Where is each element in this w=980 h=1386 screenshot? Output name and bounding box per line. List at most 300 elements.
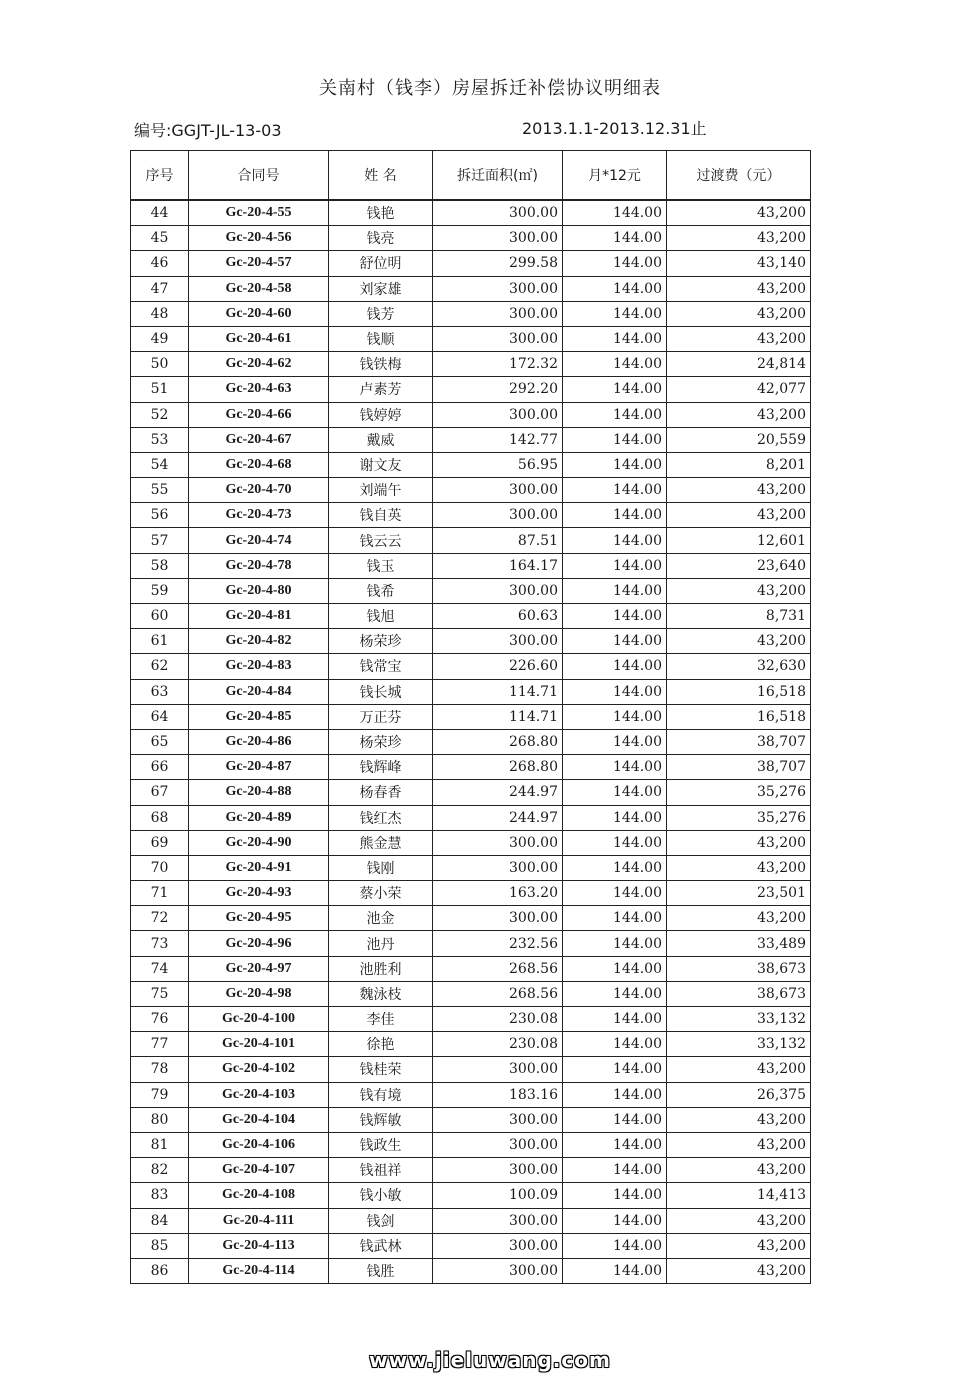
table-row — [131, 528, 811, 553]
row-area: 87.51 — [433, 528, 563, 553]
row-name: 钱顺 — [329, 326, 433, 351]
row-monthly: 144.00 — [563, 1082, 667, 1107]
row-contract: Gc-20-4-90 — [189, 830, 329, 855]
row-serial: 51 — [131, 377, 189, 402]
table-row — [131, 906, 811, 931]
row-contract: Gc-20-4-57 — [189, 251, 329, 276]
row-name: 钱有境 — [329, 1082, 433, 1107]
row-contract: Gc-20-4-85 — [189, 704, 329, 729]
row-area: 300.00 — [433, 200, 563, 226]
row-name: 钱辉敏 — [329, 1107, 433, 1132]
row-contract: Gc-20-4-86 — [189, 729, 329, 754]
row-area: 230.08 — [433, 1007, 563, 1032]
row-fee: 43,200 — [667, 629, 811, 654]
row-area: 300.00 — [433, 1132, 563, 1157]
row-area: 226.60 — [433, 654, 563, 679]
row-name: 杨荣珍 — [329, 729, 433, 754]
row-monthly: 144.00 — [563, 1007, 667, 1032]
row-fee: 12,601 — [667, 528, 811, 553]
row-serial: 86 — [131, 1258, 189, 1283]
row-area: 300.00 — [433, 402, 563, 427]
row-monthly: 144.00 — [563, 881, 667, 906]
row-fee: 43,200 — [667, 402, 811, 427]
row-area: 299.58 — [433, 251, 563, 276]
header-row — [131, 151, 811, 201]
table-row — [131, 855, 811, 880]
row-area: 300.00 — [433, 503, 563, 528]
row-contract: Gc-20-4-108 — [189, 1183, 329, 1208]
row-monthly: 144.00 — [563, 654, 667, 679]
row-serial: 82 — [131, 1158, 189, 1183]
row-name: 钱桂荣 — [329, 1057, 433, 1082]
row-fee: 26,375 — [667, 1082, 811, 1107]
row-monthly: 144.00 — [563, 1057, 667, 1082]
row-fee: 43,200 — [667, 1208, 811, 1233]
row-serial: 48 — [131, 301, 189, 326]
row-serial: 69 — [131, 830, 189, 855]
table-row — [131, 1057, 811, 1082]
table-row — [131, 503, 811, 528]
row-monthly: 144.00 — [563, 704, 667, 729]
row-fee: 43,200 — [667, 478, 811, 503]
table-row — [131, 1183, 811, 1208]
table-row — [131, 1082, 811, 1107]
row-serial: 73 — [131, 931, 189, 956]
row-monthly: 144.00 — [563, 1107, 667, 1132]
row-area: 300.00 — [433, 855, 563, 880]
table-row — [131, 1233, 811, 1258]
table-row — [131, 326, 811, 351]
table-row — [131, 1158, 811, 1183]
row-contract: Gc-20-4-62 — [189, 352, 329, 377]
row-contract: Gc-20-4-91 — [189, 855, 329, 880]
row-area: 244.97 — [433, 805, 563, 830]
table-row — [131, 402, 811, 427]
row-area: 300.00 — [433, 1057, 563, 1082]
row-serial: 72 — [131, 906, 189, 931]
row-name: 钱自英 — [329, 503, 433, 528]
row-serial: 56 — [131, 503, 189, 528]
row-name: 钱铁梅 — [329, 352, 433, 377]
row-serial: 77 — [131, 1032, 189, 1057]
row-name: 钱长城 — [329, 679, 433, 704]
row-serial: 64 — [131, 704, 189, 729]
row-contract: Gc-20-4-96 — [189, 931, 329, 956]
row-name: 钱婷婷 — [329, 402, 433, 427]
row-serial: 53 — [131, 427, 189, 452]
row-monthly: 144.00 — [563, 729, 667, 754]
row-serial: 60 — [131, 604, 189, 629]
row-fee: 38,707 — [667, 755, 811, 780]
row-monthly: 144.00 — [563, 402, 667, 427]
row-fee: 24,814 — [667, 352, 811, 377]
row-contract: Gc-20-4-58 — [189, 276, 329, 301]
row-area: 114.71 — [433, 704, 563, 729]
row-contract: Gc-20-4-66 — [189, 402, 329, 427]
row-fee: 43,200 — [667, 1107, 811, 1132]
row-name: 钱胜 — [329, 1258, 433, 1283]
row-serial: 83 — [131, 1183, 189, 1208]
row-area: 300.00 — [433, 301, 563, 326]
row-serial: 71 — [131, 881, 189, 906]
table-row — [131, 352, 811, 377]
row-area: 300.00 — [433, 1233, 563, 1258]
row-name: 卢素芳 — [329, 377, 433, 402]
row-serial: 75 — [131, 981, 189, 1006]
row-serial: 65 — [131, 729, 189, 754]
row-fee: 43,200 — [667, 276, 811, 301]
row-fee: 14,413 — [667, 1183, 811, 1208]
row-serial: 45 — [131, 226, 189, 251]
row-fee: 43,200 — [667, 503, 811, 528]
table-row — [131, 1107, 811, 1132]
row-contract: Gc-20-4-100 — [189, 1007, 329, 1032]
row-monthly: 144.00 — [563, 830, 667, 855]
table-row — [131, 251, 811, 276]
row-area: 268.80 — [433, 729, 563, 754]
row-fee: 23,640 — [667, 553, 811, 578]
row-name: 刘端午 — [329, 478, 433, 503]
row-monthly: 144.00 — [563, 931, 667, 956]
row-name: 万正芬 — [329, 704, 433, 729]
row-monthly: 144.00 — [563, 1183, 667, 1208]
header-area: 拆迁面积(㎡) — [433, 151, 563, 201]
row-monthly: 144.00 — [563, 452, 667, 477]
row-serial: 59 — [131, 578, 189, 603]
table-row — [131, 704, 811, 729]
row-name: 钱剑 — [329, 1208, 433, 1233]
row-name: 钱玉 — [329, 553, 433, 578]
row-fee: 16,518 — [667, 704, 811, 729]
table-row — [131, 780, 811, 805]
row-serial: 81 — [131, 1132, 189, 1157]
row-serial: 79 — [131, 1082, 189, 1107]
row-fee: 35,276 — [667, 805, 811, 830]
row-serial: 70 — [131, 855, 189, 880]
row-serial: 58 — [131, 553, 189, 578]
row-serial: 66 — [131, 755, 189, 780]
row-monthly: 144.00 — [563, 906, 667, 931]
row-contract: Gc-20-4-102 — [189, 1057, 329, 1082]
row-name: 谢文友 — [329, 452, 433, 477]
row-contract: Gc-20-4-61 — [189, 326, 329, 351]
row-name: 池金 — [329, 906, 433, 931]
row-fee: 38,673 — [667, 981, 811, 1006]
table-row — [131, 578, 811, 603]
row-contract: Gc-20-4-114 — [189, 1258, 329, 1283]
row-fee: 20,559 — [667, 427, 811, 452]
row-serial: 55 — [131, 478, 189, 503]
row-monthly: 144.00 — [563, 855, 667, 880]
row-monthly: 144.00 — [563, 478, 667, 503]
row-fee: 43,200 — [667, 1258, 811, 1283]
row-serial: 74 — [131, 956, 189, 981]
row-serial: 57 — [131, 528, 189, 553]
row-fee: 43,200 — [667, 200, 811, 226]
row-contract: Gc-20-4-111 — [189, 1208, 329, 1233]
row-serial: 46 — [131, 251, 189, 276]
row-contract: Gc-20-4-87 — [189, 755, 329, 780]
row-monthly: 144.00 — [563, 352, 667, 377]
row-area: 230.08 — [433, 1032, 563, 1057]
table-row — [131, 452, 811, 477]
row-area: 300.00 — [433, 1107, 563, 1132]
row-name: 钱武林 — [329, 1233, 433, 1258]
header-monthly: 月*12元 — [563, 151, 667, 201]
row-monthly: 144.00 — [563, 553, 667, 578]
row-monthly: 144.00 — [563, 956, 667, 981]
row-fee: 35,276 — [667, 780, 811, 805]
row-contract: Gc-20-4-95 — [189, 906, 329, 931]
row-contract: Gc-20-4-89 — [189, 805, 329, 830]
row-name: 钱亮 — [329, 226, 433, 251]
row-serial: 50 — [131, 352, 189, 377]
row-area: 100.09 — [433, 1183, 563, 1208]
row-area: 300.00 — [433, 1208, 563, 1233]
row-contract: Gc-20-4-67 — [189, 427, 329, 452]
table-row — [131, 1258, 811, 1283]
table-row — [131, 1032, 811, 1057]
row-monthly: 144.00 — [563, 1158, 667, 1183]
row-serial: 76 — [131, 1007, 189, 1032]
row-serial: 62 — [131, 654, 189, 679]
row-contract: Gc-20-4-88 — [189, 780, 329, 805]
row-name: 李佳 — [329, 1007, 433, 1032]
row-serial: 52 — [131, 402, 189, 427]
row-area: 300.00 — [433, 478, 563, 503]
row-monthly: 144.00 — [563, 276, 667, 301]
row-area: 268.56 — [433, 981, 563, 1006]
row-name: 钱刚 — [329, 855, 433, 880]
row-contract: Gc-20-4-78 — [189, 553, 329, 578]
row-area: 300.00 — [433, 830, 563, 855]
row-contract: Gc-20-4-113 — [189, 1233, 329, 1258]
row-name: 池丹 — [329, 931, 433, 956]
row-fee: 43,200 — [667, 830, 811, 855]
header-serial: 序号 — [131, 151, 189, 201]
row-monthly: 144.00 — [563, 780, 667, 805]
table-row — [131, 226, 811, 251]
document-title: 关南村（钱李）房屋拆迁补偿协议明细表 — [319, 78, 661, 99]
row-fee: 32,630 — [667, 654, 811, 679]
row-area: 172.32 — [433, 352, 563, 377]
row-name: 钱红杰 — [329, 805, 433, 830]
table-row — [131, 956, 811, 981]
compensation-table — [130, 150, 811, 1284]
row-monthly: 144.00 — [563, 377, 667, 402]
row-area: 56.95 — [433, 452, 563, 477]
row-contract: Gc-20-4-55 — [189, 200, 329, 226]
row-serial: 78 — [131, 1057, 189, 1082]
row-monthly: 144.00 — [563, 578, 667, 603]
table-row — [131, 981, 811, 1006]
row-serial: 61 — [131, 629, 189, 654]
row-monthly: 144.00 — [563, 301, 667, 326]
row-serial: 63 — [131, 679, 189, 704]
row-fee: 43,200 — [667, 1057, 811, 1082]
row-fee: 33,132 — [667, 1032, 811, 1057]
row-name: 舒位明 — [329, 251, 433, 276]
row-area: 60.63 — [433, 604, 563, 629]
watermark-text: www.jieluwang.com — [369, 1348, 611, 1372]
row-contract: Gc-20-4-63 — [189, 377, 329, 402]
row-monthly: 144.00 — [563, 528, 667, 553]
row-fee: 43,200 — [667, 301, 811, 326]
row-contract: Gc-20-4-103 — [189, 1082, 329, 1107]
row-contract: Gc-20-4-106 — [189, 1132, 329, 1157]
document-period: 2013.1.1-2013.12.31止 — [522, 119, 707, 138]
row-name: 钱艳 — [329, 200, 433, 226]
table-row — [131, 301, 811, 326]
table-body — [131, 200, 811, 1284]
row-monthly: 144.00 — [563, 755, 667, 780]
row-area: 300.00 — [433, 578, 563, 603]
row-area: 300.00 — [433, 629, 563, 654]
header-contract: 合同号 — [189, 151, 329, 201]
row-monthly: 144.00 — [563, 679, 667, 704]
row-monthly: 144.00 — [563, 629, 667, 654]
row-monthly: 144.00 — [563, 326, 667, 351]
row-name: 熊金慧 — [329, 830, 433, 855]
table-row — [131, 200, 811, 226]
table-row — [131, 604, 811, 629]
row-fee: 23,501 — [667, 881, 811, 906]
row-area: 164.17 — [433, 553, 563, 578]
row-fee: 43,140 — [667, 251, 811, 276]
row-area: 268.80 — [433, 755, 563, 780]
row-area: 183.16 — [433, 1082, 563, 1107]
row-name: 戴威 — [329, 427, 433, 452]
row-monthly: 144.00 — [563, 1258, 667, 1283]
table-row — [131, 427, 811, 452]
row-serial: 84 — [131, 1208, 189, 1233]
row-serial: 80 — [131, 1107, 189, 1132]
row-fee: 43,200 — [667, 1233, 811, 1258]
row-area: 300.00 — [433, 226, 563, 251]
row-name: 魏泳枝 — [329, 981, 433, 1006]
row-fee: 8,731 — [667, 604, 811, 629]
row-fee: 43,200 — [667, 1158, 811, 1183]
row-name: 刘家雄 — [329, 276, 433, 301]
table-row — [131, 881, 811, 906]
row-fee: 43,200 — [667, 326, 811, 351]
row-serial: 49 — [131, 326, 189, 351]
row-monthly: 144.00 — [563, 604, 667, 629]
row-fee: 43,200 — [667, 578, 811, 603]
row-name: 钱芳 — [329, 301, 433, 326]
row-fee: 42,077 — [667, 377, 811, 402]
row-monthly: 144.00 — [563, 1208, 667, 1233]
row-name: 钱希 — [329, 578, 433, 603]
row-area: 300.00 — [433, 906, 563, 931]
row-serial: 67 — [131, 780, 189, 805]
table-row — [131, 679, 811, 704]
table-row — [131, 729, 811, 754]
table-row — [131, 755, 811, 780]
row-name: 杨荣珍 — [329, 629, 433, 654]
row-contract: Gc-20-4-107 — [189, 1158, 329, 1183]
row-monthly: 144.00 — [563, 1032, 667, 1057]
row-contract: Gc-20-4-84 — [189, 679, 329, 704]
row-area: 232.56 — [433, 931, 563, 956]
row-fee: 38,673 — [667, 956, 811, 981]
row-contract: Gc-20-4-74 — [189, 528, 329, 553]
row-fee: 33,489 — [667, 931, 811, 956]
row-contract: Gc-20-4-104 — [189, 1107, 329, 1132]
row-monthly: 144.00 — [563, 251, 667, 276]
row-contract: Gc-20-4-101 — [189, 1032, 329, 1057]
row-name: 杨春香 — [329, 780, 433, 805]
row-area: 114.71 — [433, 679, 563, 704]
row-name: 钱小敏 — [329, 1183, 433, 1208]
row-name: 钱旭 — [329, 604, 433, 629]
row-contract: Gc-20-4-73 — [189, 503, 329, 528]
row-contract: Gc-20-4-70 — [189, 478, 329, 503]
table-row — [131, 629, 811, 654]
row-contract: Gc-20-4-60 — [189, 301, 329, 326]
row-monthly: 144.00 — [563, 805, 667, 830]
table-row — [131, 830, 811, 855]
row-contract: Gc-20-4-83 — [189, 654, 329, 679]
row-contract: Gc-20-4-93 — [189, 881, 329, 906]
header-transition-fee: 过渡费（元） — [667, 151, 811, 201]
row-area: 300.00 — [433, 276, 563, 301]
row-fee: 43,200 — [667, 226, 811, 251]
table-row — [131, 478, 811, 503]
table-row — [131, 1007, 811, 1032]
header-name: 姓 名 — [329, 151, 433, 201]
row-fee: 43,200 — [667, 855, 811, 880]
row-serial: 85 — [131, 1233, 189, 1258]
row-fee: 43,200 — [667, 1132, 811, 1157]
row-name: 钱祖祥 — [329, 1158, 433, 1183]
row-area: 244.97 — [433, 780, 563, 805]
table-row — [131, 654, 811, 679]
row-serial: 68 — [131, 805, 189, 830]
table-row — [131, 805, 811, 830]
row-monthly: 144.00 — [563, 200, 667, 226]
row-contract: Gc-20-4-80 — [189, 578, 329, 603]
row-fee: 43,200 — [667, 906, 811, 931]
table-row — [131, 377, 811, 402]
row-name: 钱云云 — [329, 528, 433, 553]
row-monthly: 144.00 — [563, 226, 667, 251]
row-contract: Gc-20-4-82 — [189, 629, 329, 654]
row-fee: 33,132 — [667, 1007, 811, 1032]
row-name: 池胜利 — [329, 956, 433, 981]
row-fee: 8,201 — [667, 452, 811, 477]
row-name: 钱政生 — [329, 1132, 433, 1157]
row-monthly: 144.00 — [563, 427, 667, 452]
row-fee: 16,518 — [667, 679, 811, 704]
row-area: 300.00 — [433, 1258, 563, 1283]
row-name: 徐艳 — [329, 1032, 433, 1057]
table-row — [131, 931, 811, 956]
row-contract: Gc-20-4-97 — [189, 956, 329, 981]
table-row — [131, 1208, 811, 1233]
row-name: 蔡小荣 — [329, 881, 433, 906]
row-serial: 54 — [131, 452, 189, 477]
row-monthly: 144.00 — [563, 503, 667, 528]
row-area: 292.20 — [433, 377, 563, 402]
row-contract: Gc-20-4-98 — [189, 981, 329, 1006]
table-row — [131, 1132, 811, 1157]
row-name: 钱辉峰 — [329, 755, 433, 780]
table-row — [131, 276, 811, 301]
row-name: 钱常宝 — [329, 654, 433, 679]
row-area: 142.77 — [433, 427, 563, 452]
row-serial: 47 — [131, 276, 189, 301]
